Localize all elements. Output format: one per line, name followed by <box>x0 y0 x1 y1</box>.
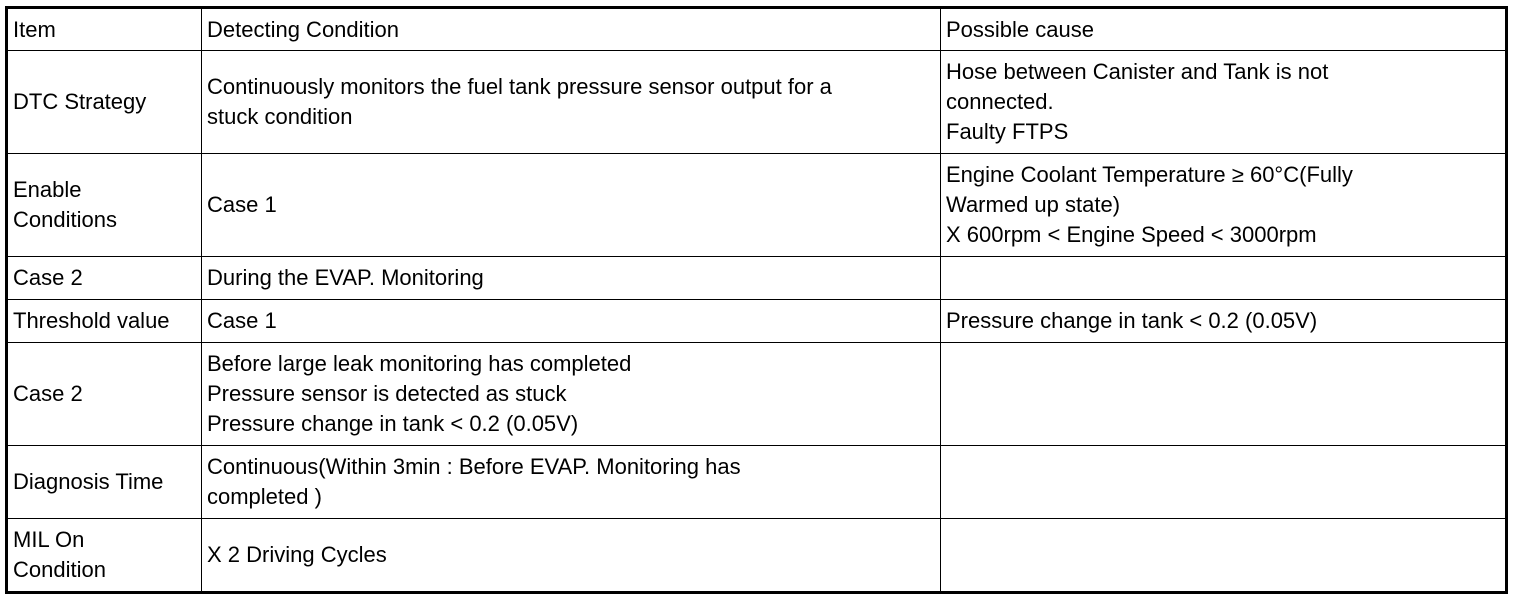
row-condition-cell: Case 1 <box>202 300 941 343</box>
row-cause-cell <box>941 343 1507 446</box>
row-condition-cell: X 2 Driving Cycles <box>202 519 941 593</box>
row-cause-cell <box>941 257 1507 300</box>
header-item: Item <box>7 8 202 51</box>
table-row <box>7 446 1507 519</box>
table-row <box>7 51 1507 154</box>
row-cause-cell <box>941 446 1507 519</box>
table-row <box>7 154 1507 257</box>
table-row <box>7 519 1507 593</box>
row-item-cell: Diagnosis Time <box>7 446 202 519</box>
dtc-spec-table <box>5 6 1508 594</box>
row-cause-cell <box>941 519 1507 593</box>
table-row <box>7 343 1507 446</box>
row-item-cell: MIL On Condition <box>7 519 202 593</box>
row-item-cell: Threshold value <box>7 300 202 343</box>
table-header-row <box>7 8 1507 51</box>
table-row <box>7 300 1507 343</box>
row-item-cell: DTC Strategy <box>7 51 202 154</box>
row-cause-cell: Pressure change in tank < 0.2 (0.05V) <box>941 300 1507 343</box>
row-condition-cell: Before large leak monitoring has completed Pressure sensor is detected as stuck Pressure change in tank < 0.2 (0.05V) <box>202 343 941 446</box>
row-condition-cell: Continuously monitors the fuel tank pressure sensor output for a stuck condition <box>202 51 941 154</box>
row-condition-cell: Case 1 <box>202 154 941 257</box>
row-item-cell: Case 2 <box>7 257 202 300</box>
header-detecting-condition: Detecting Condition <box>202 8 941 51</box>
row-cause-cell: Hose between Canister and Tank is not connected. Faulty FTPS <box>941 51 1507 154</box>
row-condition-cell: During the EVAP. Monitoring <box>202 257 941 300</box>
table-row <box>7 257 1507 300</box>
row-item-cell: Case 2 <box>7 343 202 446</box>
row-item-cell: Enable Conditions <box>7 154 202 257</box>
row-cause-cell: Engine Coolant Temperature ≥ 60°C(Fully Warmed up state) X 600rpm < Engine Speed < 3000rpm <box>941 154 1507 257</box>
header-possible-cause: Possible cause <box>941 8 1507 51</box>
row-condition-cell: Continuous(Within 3min : Before EVAP. Monitoring has completed ) <box>202 446 941 519</box>
